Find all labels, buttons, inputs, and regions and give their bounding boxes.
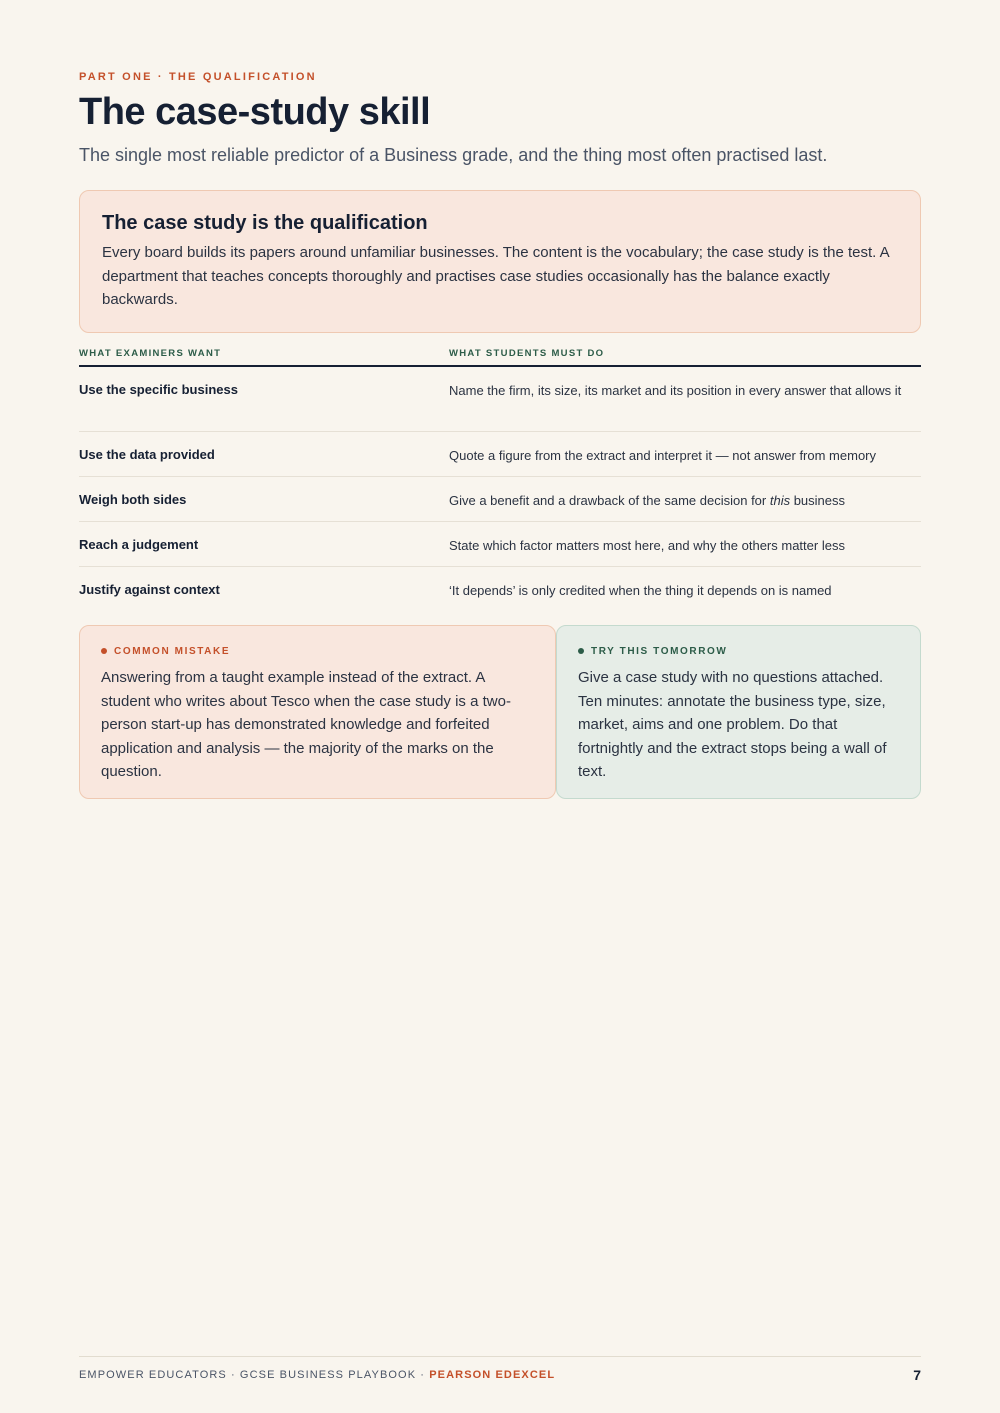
row-do: Name the firm, its size, its market and its position in every answer that allows it — [449, 383, 902, 398]
try-this-label — [578, 644, 899, 658]
table-row — [79, 432, 921, 477]
footer-credit — [79, 1369, 555, 1381]
try-this-label-text: TRY THIS TOMORROW — [591, 645, 728, 657]
table-row — [79, 367, 921, 432]
page-number: 7 — [913, 1367, 921, 1383]
table-header — [79, 343, 921, 367]
footer-board: PEARSON EDEXCEL — [429, 1369, 556, 1381]
tip-cards — [79, 625, 921, 799]
bullet-dot-icon — [578, 648, 584, 654]
row-do-emphasis: this — [769, 493, 791, 508]
row-want: Use the specific business — [79, 382, 238, 397]
common-mistake-label — [101, 644, 534, 658]
footer-publisher: EMPOWER EDUCATORS · GCSE BUSINESS PLAYBOOK · — [79, 1369, 430, 1381]
try-this-body: Give a case study with no questions attached. Ten minutes: annotate the business type, size, market, aims and one problem. Do that fortnightly and the extract stops being a wall of text. — [578, 669, 887, 780]
row-want: Justify against context — [79, 582, 220, 597]
row-do: Quote a figure from the extract and interpret it — not answer from memory — [449, 448, 877, 463]
bullet-dot-icon — [101, 648, 107, 654]
key-callout — [79, 190, 921, 333]
common-mistake-label-text: COMMON MISTAKE — [114, 645, 231, 657]
common-mistake-card — [79, 625, 556, 799]
section-eyebrow: PART ONE · THE QUALIFICATION — [79, 71, 317, 83]
row-do-text: Give a benefit and a drawback of the same decision for — [449, 493, 770, 508]
row-do: ‘It depends’ is only credited when the thing it depends on is named — [449, 583, 832, 598]
column-header-students: WHAT STUDENTS MUST DO — [449, 348, 605, 359]
column-header-examiners: WHAT EXAMINERS WANT — [79, 348, 222, 359]
table-row — [79, 477, 921, 522]
page-footer — [79, 1356, 921, 1383]
page-title: The case-study skill — [79, 91, 431, 133]
row-do — [449, 491, 921, 521]
callout-body: Every board builds its papers around unfamiliar businesses. The content is the vocabulary; the case study is the test. A department that teaches concepts thoroughly and practises case studies occasionally has the balance exactly backwards. — [102, 244, 889, 308]
row-want: Use the data provided — [79, 447, 215, 462]
row-want: Reach a judgement — [79, 537, 199, 552]
row-want: Weigh both sides — [79, 492, 187, 507]
skills-table — [79, 343, 921, 612]
row-do-text-end: business — [790, 493, 846, 508]
try-this-card — [556, 625, 921, 799]
table-row — [79, 522, 921, 567]
table-row — [79, 567, 921, 612]
page-subtitle: The single most reliable predictor of a Business grade, and the thing most often practised last. — [79, 145, 828, 165]
callout-heading: The case study is the qualification — [102, 212, 428, 234]
row-do: State which factor matters most here, and why the others matter less — [449, 538, 845, 553]
common-mistake-body: Answering from a taught example instead of the extract. A student who writes about Tesco when the case study is a two-person start-up has demonstrated knowledge and forfeited application and analysis — the majority of the marks on the question. — [101, 669, 511, 780]
